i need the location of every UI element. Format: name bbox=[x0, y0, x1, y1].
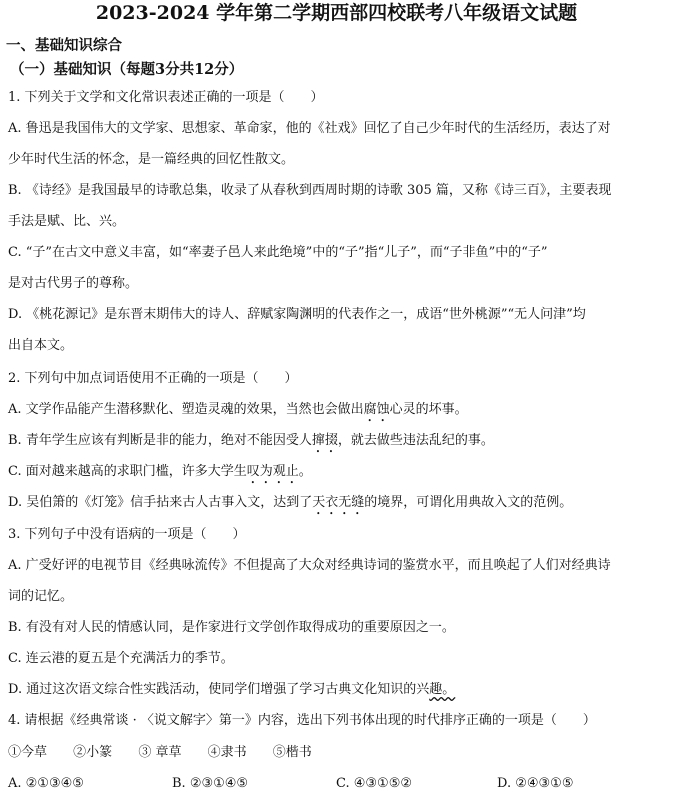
question-2-option-b bbox=[8, 425, 663, 456]
question-4-items bbox=[8, 737, 334, 768]
dotted-word: 叹为观止 bbox=[246, 464, 299, 479]
option-text: B. 青年学生应该有判断是非的能力，绝对不能因受人 bbox=[8, 433, 312, 448]
wavy-underlined-word: 趣。 bbox=[429, 682, 456, 697]
question-1-option-b-cont: 手法是赋、比、兴。 bbox=[8, 214, 126, 229]
question-3-option-b: B. 有没有对人民的情感认同，是作家进行文学创作取得成功的重要原因之一。 bbox=[8, 620, 455, 635]
question-1-option-b: B. 《诗经》是我国最早的诗歌总集，收录了从春秋到西周时期的诗歌 305 篇，又称《诗三百》，主要表现 bbox=[8, 183, 612, 198]
option-text: C. 面对越来越高的求职门槛，许多大学生 bbox=[8, 464, 247, 479]
question-2 bbox=[8, 363, 663, 518]
dotted-word: 腐蚀 bbox=[363, 402, 390, 417]
option-text: ，就去做些违法乱纪的事。 bbox=[337, 433, 494, 448]
question-1-option-c: C. “子”在古文中意义丰富，如“率妻子邑人来此绝境”中的“子”指“儿子”，而“子非鱼”中的“子” bbox=[8, 245, 548, 260]
question-2-stem: 2. 下列句中加点词语使用不正确的一项是（ ） bbox=[8, 371, 298, 386]
option-text: 心灵的坏事。 bbox=[389, 402, 468, 417]
option-text: D. 吴伯箫的《灯笼》信手拈来古人古事入文，达到了 bbox=[8, 495, 313, 510]
script-item: ②小篆 bbox=[73, 745, 113, 760]
question-2-option-c bbox=[8, 456, 663, 487]
question-4-option-a: A. ②①③④⑤ bbox=[8, 776, 84, 791]
dotted-word: 天衣无缝 bbox=[312, 495, 365, 510]
question-4-stem: 4. 请根据《经典常谈 · 〈说文解字〉第一》内容，选出下列书体出现的时代排序正确的一项是（ ） bbox=[8, 713, 596, 728]
subsection-heading: （一）基础知识（每题3分共12分） bbox=[10, 61, 244, 78]
question-1-stem: 1. 下列关于文学和文化常识表述正确的一项是（ ） bbox=[8, 90, 324, 105]
option-text: A. 文学作品能产生潜移默化、塑造灵魂的效果，当然也会做出 bbox=[8, 402, 364, 417]
script-item: ④隶书 bbox=[207, 745, 247, 760]
option-text: 的境界，可谓化用典故入文的范例。 bbox=[364, 495, 573, 510]
question-1 bbox=[8, 82, 663, 361]
page-title: 2023-2024 学年第二学期西部四校联考八年级语文试题 bbox=[95, 2, 578, 24]
script-item: ③ 章草 bbox=[138, 745, 182, 760]
question-1-option-c-cont: 是对古代男子的尊称。 bbox=[8, 276, 139, 291]
option-text: 。 bbox=[298, 464, 312, 479]
question-1-option-d: D. 《桃花源记》是东晋末期伟大的诗人、辞赋家陶渊明的代表作之一，成语“世外桃源”“无人问津”均 bbox=[8, 307, 586, 322]
dotted-word: 撺掇 bbox=[311, 433, 338, 448]
option-text: D. 通过这次语文综合性实践活动，使同学们增强了学习古典文化知识的兴 bbox=[8, 682, 430, 697]
question-3-option-a-cont: 词的记忆。 bbox=[8, 589, 74, 604]
question-1-option-a: A. 鲁迅是我国伟大的文学家、思想家、革命家，他的《社戏》回忆了自己少年时代的生活经历，表达了对 bbox=[8, 121, 611, 136]
question-3 bbox=[8, 519, 663, 705]
question-1-option-a-cont: 少年时代生活的怀念，是一篇经典的回忆性散文。 bbox=[8, 152, 295, 167]
question-4-option-b: B. ②③①④⑤ bbox=[172, 776, 249, 791]
question-4-option-d: D. ②④③①⑤ bbox=[497, 776, 574, 791]
question-2-option-a bbox=[8, 394, 663, 425]
question-1-option-d-cont: 出自本文。 bbox=[8, 338, 74, 353]
script-item: ①今草 bbox=[8, 745, 48, 760]
section-heading: 一、基础知识综合 bbox=[6, 37, 122, 54]
question-3-option-a: A. 广受好评的电视节目《经典咏流传》不但提高了大众对经典诗词的鉴赏水平，而且唤起了人们对经典诗 bbox=[8, 558, 611, 573]
script-item: ⑤楷书 bbox=[272, 745, 312, 760]
question-4-option-c: C. ④③①⑤② bbox=[336, 776, 413, 791]
question-3-option-c: C. 连云港的夏五是个充满活力的季节。 bbox=[8, 651, 234, 666]
question-3-option-d bbox=[8, 674, 663, 705]
question-4 bbox=[8, 705, 663, 736]
question-2-option-d bbox=[8, 487, 663, 518]
question-3-stem: 3. 下列句子中没有语病的一项是（ ） bbox=[8, 527, 246, 542]
